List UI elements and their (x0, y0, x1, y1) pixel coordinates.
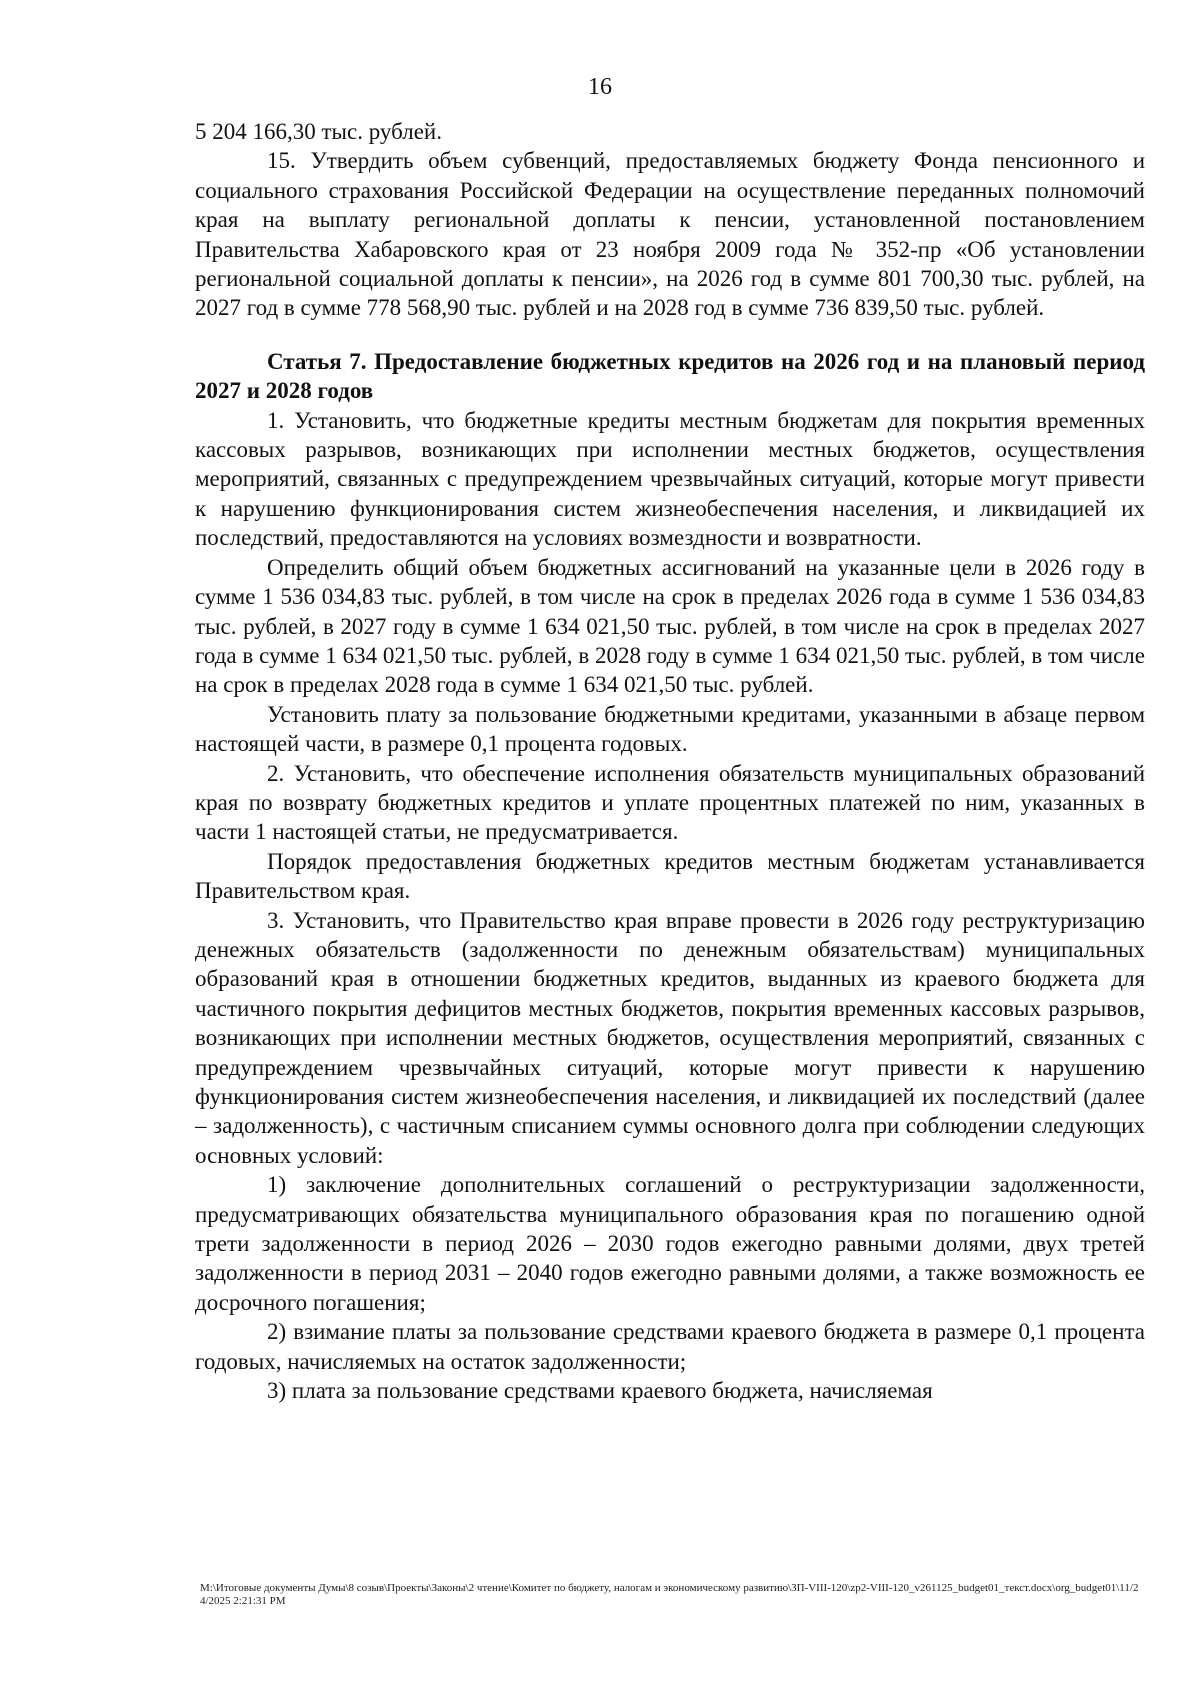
condition-1: 1) заключение дополнительных соглашений о реструктуризации задолженности, предусматривающих обязательства муниципального образования края по погашению одной трети задолженности в период 2026 – 2030 годов ежегодно равными долями, двух третей задолженности в период 2031 – 2040 годов ежегодно равными долями, а также возможность ее досрочного погашения; (195, 1172, 1145, 1315)
article-7-part-3: 3. Установить, что Правительство края вправе провести в 2026 году реструктуризацию денежных обязательств (задолженности по денежным обязательствам) муниципальных образований края в отношении бюджетных кредитов, выданных из краевого бюджета для частичного покрытия дефицитов местных бюджетов, покрытия временных кассовых разрывов, возникающих при исполнении местных бюджетов, осуществления мероприятий, связанных с предупреждением чрезвычайных ситуаций, которые могут привести к нарушению функционирования систем жизнеобеспечения населения, и ликвидацией их последствий (далее – задолженность), с частичным списанием суммы основного долга при соблюдении следующих основных условий: (195, 907, 1145, 1168)
continuation-line: 5 204 166,30 тыс. рублей. (195, 119, 442, 144)
article-7-part-1-fee: Установить плату за пользование бюджетными кредитами, указанными в абзаце первом настоящей части, в размере 0,1 процента годовых. (195, 701, 1145, 757)
page-number: 16 (588, 74, 612, 100)
paragraph-15: 15. Утвердить объем субвенций, предоставляемых бюджету Фонда пенсионного и социального страхования Российской Федерации на осуществление переданных полномочий края на выплату региональной доплаты к пенсии, установленной постановлением Правительства Хабаровского края от 23 ноября 2009 года № 352-пр «Об установлении региональной социальной доплаты к пенсии», на 2026 год в сумме 801 700,30 тыс. рублей, на 2027 год в сумме 778 568,90 тыс. рублей и на 2028 год в сумме 736 839,50 тыс. рублей. (195, 148, 1145, 321)
condition-2: 2) взимание платы за пользование средствами краевого бюджета в размере 0,1 процента годовых, начисляемых на остаток задолженности; (195, 1319, 1145, 1374)
condition-3: 3) плата за пользование средствами краевого бюджета, начисляемая (267, 1378, 933, 1404)
article-7-heading: Статья 7. Предоставление бюджетных кредитов на 2026 год и на плановый период 2027 и 2028 годов (195, 348, 1145, 404)
file-path-footer: M:\Итоговые документы Думы\8 созыв\Проекты\Законы\2 чтение\Комитет по бюджету, налогам и экономическому развитию\ЗП-VIII-120\zp2-VIII-120_v261125_budget01_текст.docx\org_budget01\11/24/2025 2:21:31 PM (200, 1582, 1139, 1607)
article-7-part-1-amounts: Определить общий объем бюджетных ассигнований на указанные цели в 2026 году в сумме 1 536 034,83 тыс. рублей, в том числе на срок в пределах 2026 года в сумме 1 536 034,83 тыс. рублей, в 2027 году в сумме 1 634 021,50 тыс. рублей, в том числе на срок в пределах 2027 года в сумме 1 634 021,50 тыс. рублей, в 2028 году в сумме 1 634 021,50 тыс. рублей, в том числе на срок в пределах 2028 года в сумме 1 634 021,50 тыс. рублей. (195, 554, 1145, 698)
article-7-part-1: 1. Установить, что бюджетные кредиты местным бюджетам для покрытия временных кассовых разрывов, возникающих при исполнении местных бюджетов, осуществления мероприятий, связанных с предупреждением чрезвычайных ситуаций, которые могут привести к нарушению функционирования систем жизнеобеспечения населения, и ликвидацией их последствий, предоставляются на условиях возмездности и возвратности. (195, 407, 1145, 551)
article-7-part-2: 2. Установить, что обеспечение исполнения обязательств муниципальных образований края по возврату бюджетных кредитов и уплате процентных платежей по ним, указанных в части 1 настоящей статьи, не предусматривается. (195, 760, 1145, 845)
document-body (195, 117, 1145, 1405)
article-7-part-2-procedure: Порядок предоставления бюджетных кредитов местным бюджетам устанавливается Правительством края. (195, 848, 1145, 904)
